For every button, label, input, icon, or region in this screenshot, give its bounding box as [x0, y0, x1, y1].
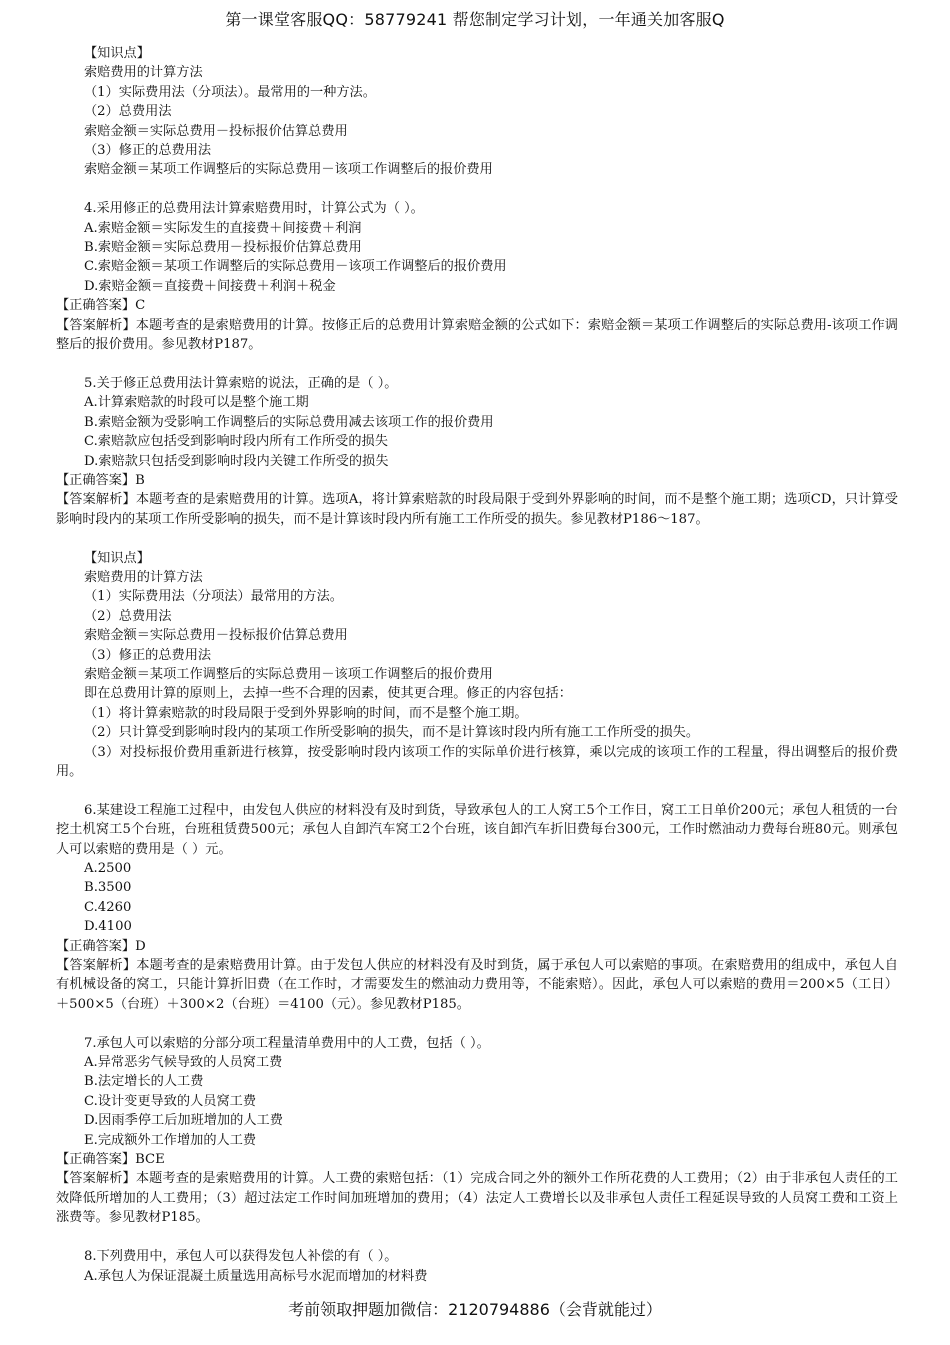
answer-analysis: 【答案解析】本题考查的是索赔费用的计算。按修正后的总费用计算索赔金额的公式如下：索赔金额＝某项工作调整后的实际总费用-该项工作调整后的报价费用。参见教材P187。 — [56, 317, 898, 353]
option-d: D.索赔款只包括受到影响时段内关键工作所受的损失 — [84, 453, 389, 469]
option-c: C.索赔款应包括受到影响时段内所有工作所受的损失 — [84, 434, 388, 450]
option-b: B.3500 — [84, 880, 132, 896]
correct-answer: 【正确答案】C — [56, 298, 146, 314]
knowledge-line: 索赔金额＝实际总费用－投标报价估算总费用 — [84, 628, 348, 644]
knowledge-point-1 — [56, 44, 898, 180]
option-d: D.4100 — [84, 919, 132, 935]
option-c: C.设计变更导致的人员窝工费 — [84, 1093, 257, 1109]
knowledge-title: 【知识点】 — [84, 550, 150, 566]
question-6 — [56, 801, 898, 1014]
question-4 — [56, 199, 898, 354]
spacer — [56, 781, 898, 800]
option-a: A.承包人为保证混凝土质量选用高标号水泥而增加的材料费 — [84, 1268, 428, 1284]
option-b: B.法定增长的人工费 — [84, 1074, 204, 1090]
option-b: B.索赔金额为受影响工作调整后的实际总费用减去该项工作的报价费用 — [84, 414, 494, 430]
option-d: D.索赔金额＝直接费＋间接费＋利润＋税金 — [84, 278, 336, 294]
correct-answer: 【正确答案】D — [56, 938, 146, 954]
question-7 — [56, 1034, 898, 1228]
spacer — [56, 354, 898, 373]
knowledge-line: （2）总费用法 — [84, 608, 172, 624]
page-footer: 考前领取押题加微信：2120794886（会背就能过） — [288, 1300, 662, 1319]
knowledge-line: 索赔金额＝实际总费用－投标报价估算总费用 — [84, 123, 348, 139]
option-b: B.索赔金额＝实际总费用－投标报价估算总费用 — [84, 240, 362, 256]
option-d: D.因雨季停工后加班增加的人工费 — [84, 1113, 283, 1129]
option-a: A.2500 — [84, 861, 132, 876]
knowledge-line: （1）实际费用法（分项法）最常用的方法。 — [84, 589, 343, 605]
knowledge-line: （2）只计算受到影响时段内的某项工作所受影响的损失，而不是计算该时段内所有施工工作所受的损失。 — [84, 725, 700, 741]
correct-answer: 【正确答案】BCE — [56, 1152, 165, 1168]
correct-answer: 【正确答案】B — [56, 472, 145, 488]
knowledge-line: （1）实际费用法（分项法）。最常用的一种方法。 — [84, 84, 376, 100]
question-text: 4.采用修正的总费用法计算索赔费用时，计算公式为（ ）。 — [84, 201, 424, 217]
knowledge-line: 即在总费用计算的原则上，去掉一些不合理的因素，使其更合理。修正的内容包括： — [84, 686, 572, 702]
answer-analysis: 【答案解析】本题考查的是索赔费用的计算。选项A，将计算索赔款的时段局限于受到外界影响的时间，而不是整个施工期；选项CD，只计算受影响时段内的某项工作所受影响的损失，而不是计算该时段内所有施工工作所受的损失。参见教材P186～187。 — [56, 492, 898, 527]
knowledge-line: 索赔费用的计算方法 — [84, 569, 203, 585]
spacer — [56, 529, 898, 548]
question-text: 8.下列费用中，承包人可以获得发包人补偿的有（ ）。 — [84, 1249, 398, 1265]
option-a: A.计算索赔款的时段可以是整个施工期 — [84, 395, 309, 411]
question-text: 6.某建设工程施工过程中，由发包人供应的材料没有及时到货，导致承包人的工人窝工5个工作日，窝工工日单价200元；承包人租赁的一台挖土机窝工5个台班，台班租赁费500元；承包人自卸汽车窝工2个台班，该自卸汽车折旧费每台300元，工作时燃油动力费每台班80元。则承包人可以索赔的费用是（ ）元。 — [56, 802, 898, 857]
knowledge-line: （2）总费用法 — [84, 104, 172, 120]
knowledge-line: （1）将计算索赔款的时段局限于受到外界影响的时间，而不是整个施工期。 — [84, 705, 528, 721]
knowledge-line: 索赔金额＝某项工作调整后的实际总费用－该项工作调整后的报价费用 — [84, 666, 493, 682]
knowledge-line: （3）修正的总费用法 — [84, 143, 212, 159]
knowledge-point-2 — [56, 549, 898, 782]
answer-analysis: 【答案解析】本题考查的是索赔费用计算。由于发包人供应的材料没有及时到货，属于承包人可以索赔的事项。在索赔费用的组成中，承包人自有机械设备的窝工，只能计算折旧费（在工作时，才需要发生的燃油动力费用等，不能索赔）。因此，承包人可以索赔的费用＝200×5（工日）＋500×5（台班）＋300×2（台班）＝4100（元）。参见教材P185。 — [56, 958, 898, 1012]
option-c: C.4260 — [84, 899, 132, 915]
document-body — [56, 44, 898, 1286]
spacer — [56, 1228, 898, 1247]
question-text: 7.承包人可以索赔的分部分项工程量清单费用中的人工费，包括（ ）。 — [84, 1035, 490, 1051]
option-e: E.完成额外工作增加的人工费 — [84, 1132, 257, 1148]
knowledge-title: 【知识点】 — [84, 46, 150, 61]
spacer — [56, 180, 898, 199]
spacer — [56, 1014, 898, 1033]
page-header: 第一课堂客服QQ：58779241 帮您制定学习计划，一年通关加客服Q — [225, 10, 725, 29]
knowledge-line: （3）修正的总费用法 — [84, 647, 212, 663]
question-5 — [56, 374, 898, 529]
question-8 — [56, 1247, 898, 1286]
option-a: A.索赔金额＝实际发生的直接费＋间接费＋利润 — [84, 220, 362, 236]
knowledge-line: （3）对投标报价费用重新进行核算，按受影响时段内该项工作的实际单价进行核算，乘以完成的该项工作的工程量，得出调整后的报价费用。 — [56, 744, 898, 779]
knowledge-line: 索赔金额＝某项工作调整后的实际总费用－该项工作调整后的报价费用 — [84, 162, 493, 178]
option-c: C.索赔金额＝某项工作调整后的实际总费用－该项工作调整后的报价费用 — [84, 259, 507, 275]
knowledge-line: 索赔费用的计算方法 — [84, 65, 203, 81]
option-a: A.异常恶劣气候导致的人员窝工费 — [84, 1055, 283, 1071]
question-text: 5.关于修正总费用法计算索赔的说法，正确的是（ ）。 — [84, 375, 398, 391]
answer-analysis: 【答案解析】本题考查的是索赔费用的计算。人工费的索赔包括：（1）完成合同之外的额外工作所花费的人工费用；（2）由于非承包人责任的工效降低所增加的人工费用；（3）超过法定工作时间加班增加的费用；（4）法定人工费增长以及非承包人责任工程延误导致的人员窝工费和工资上涨费等。参见教材P185。 — [56, 1171, 898, 1226]
